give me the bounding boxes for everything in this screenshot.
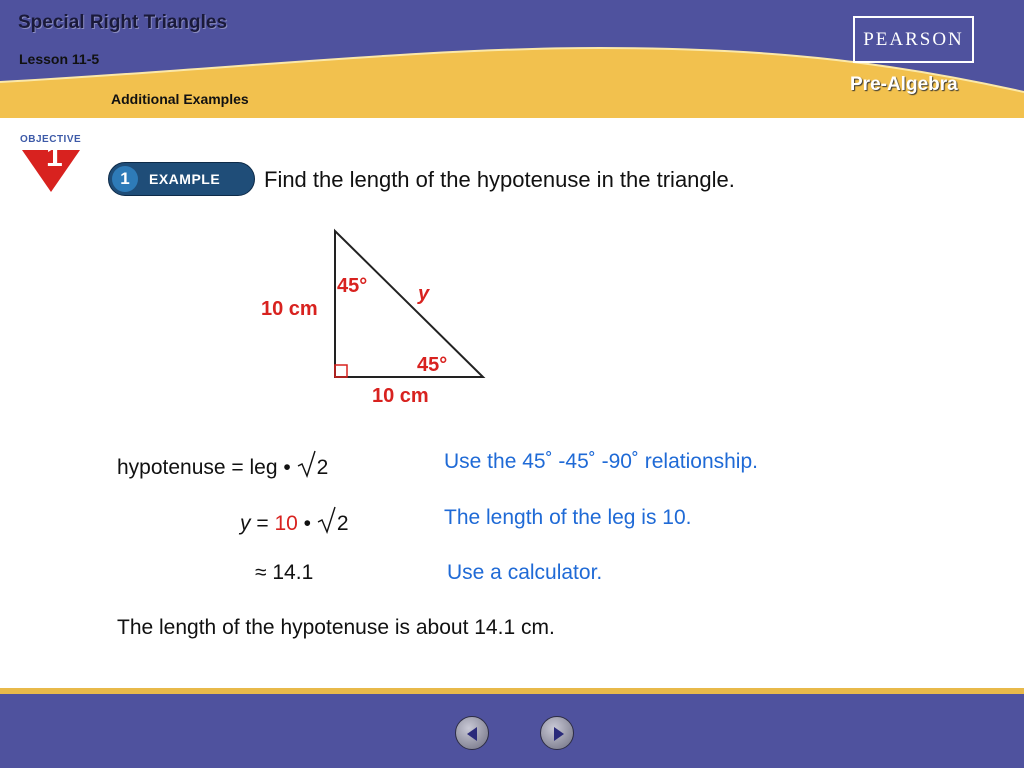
lesson-label: Lesson 11-5: [19, 51, 100, 67]
next-slide-button[interactable]: [540, 716, 574, 750]
bottom-leg-label: 10 cm: [372, 385, 429, 407]
step-1-lhs: hypotenuse = leg •: [117, 456, 291, 479]
step-2-equation: [240, 506, 349, 536]
step-1-radicand: 2: [316, 456, 329, 479]
course-label: Pre-Algebra: [850, 74, 958, 95]
left-arrow-icon: [464, 725, 482, 743]
sqrt-icon: [297, 450, 317, 478]
example-label: EXAMPLE: [149, 171, 221, 187]
section-label: Additional Examples: [111, 91, 249, 107]
step-2-equals: =: [256, 512, 269, 535]
step-3-value: 14.1: [272, 561, 314, 584]
hypotenuse-label: y: [418, 283, 430, 305]
step-1-reason: Use the 45˚ -45˚ -90˚ relationship.: [444, 450, 758, 473]
question-text: Find the length of the hypotenuse in the triangle.: [264, 167, 735, 192]
step-3-reason: Use a calculator.: [447, 561, 603, 584]
step-2-value: 10: [274, 512, 298, 535]
sqrt-icon: [317, 506, 337, 534]
step-2-radicand: 2: [336, 512, 349, 535]
step-2-dot: •: [303, 512, 312, 535]
triangle-figure: [255, 225, 495, 410]
right-angle-marker: [335, 365, 347, 377]
step-2-variable: y: [240, 512, 251, 535]
bottom-angle-label: 45°: [417, 354, 448, 376]
step-3-equation: [255, 561, 313, 585]
right-arrow-icon: [549, 725, 567, 743]
step-1-equation: [117, 450, 328, 480]
pearson-logo: PEARSON: [853, 16, 974, 63]
example-badge: [108, 162, 255, 196]
example-number: 1: [112, 166, 138, 192]
previous-slide-button[interactable]: [455, 716, 489, 750]
approx-symbol: ≈: [255, 561, 267, 584]
left-leg-label: 10 cm: [261, 298, 318, 320]
objective-label: OBJECTIVE: [20, 134, 82, 145]
step-2-reason: The length of the leg is 10.: [444, 506, 692, 529]
triangle-shape: [335, 231, 483, 377]
header-bar: [0, 0, 1024, 118]
conclusion-text: The length of the hypotenuse is about 14.1 cm.: [117, 616, 555, 639]
slide-title: Special Right Triangles: [18, 12, 228, 33]
top-angle-label: 45°: [337, 275, 368, 297]
footer-bar: [0, 694, 1024, 768]
objective-number: 1: [46, 140, 63, 173]
